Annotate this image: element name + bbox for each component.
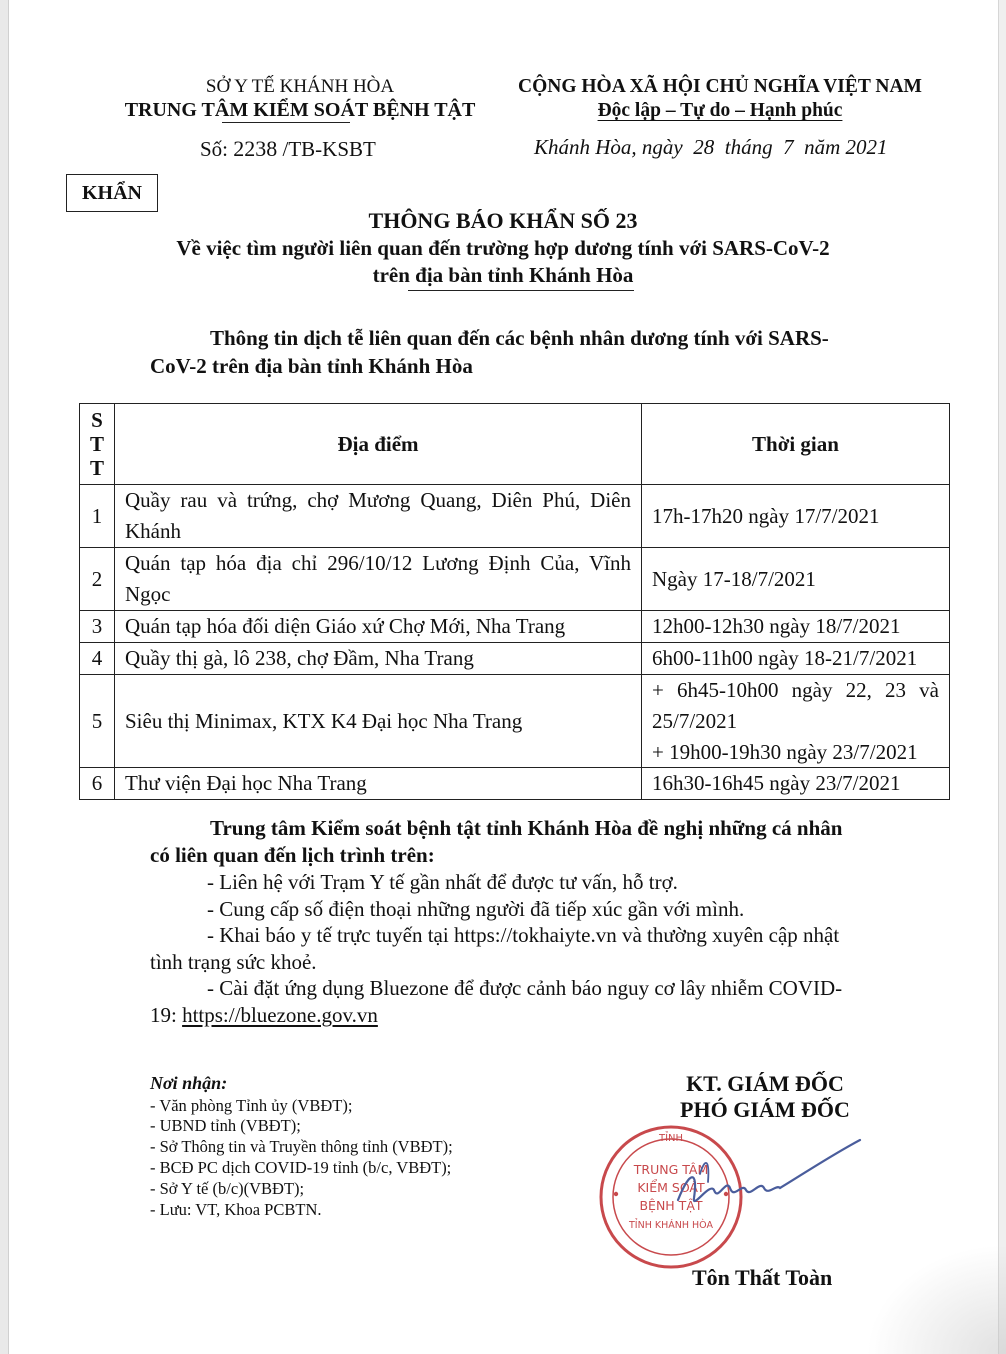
org-name: TRUNG TÂM KIỂM SOÁT BỆNH TẬT bbox=[124, 99, 476, 121]
motto: Độc lập – Tự do – Hạnh phúc bbox=[597, 100, 843, 121]
signer-title-2: PHÓ GIÁM ĐỐC bbox=[680, 1097, 850, 1122]
recipient-item: - Văn phòng Tỉnh ủy (VBĐT); bbox=[150, 1096, 353, 1115]
row-stt: 1 bbox=[80, 485, 115, 548]
row-stt: 4 bbox=[80, 643, 115, 675]
page-edge-right bbox=[998, 0, 1006, 1354]
row-place: Quầy rau và trứng, chợ Mương Quang, Diên Phú, Diên Khánh bbox=[115, 485, 642, 548]
stamp-line-1: TRUNG TÂM bbox=[633, 1162, 709, 1177]
request-item-declare[interactable]: - Khai báo y tế trực tuyến tại https://tokhaiyte.vn và thường xuyên cập nhật bbox=[207, 923, 840, 947]
recipient-item: - BCĐ PC dịch COVID-19 tỉnh (b/c, VBĐT); bbox=[150, 1158, 452, 1177]
row-time: 12h00-12h30 ngày 18/7/2021 bbox=[642, 611, 950, 643]
page-corner-shadow bbox=[866, 1244, 1006, 1354]
signer-title-1: KT. GIÁM ĐỐC bbox=[686, 1071, 844, 1096]
request-line-1: Trung tâm Kiểm soát bệnh tật tỉnh Khánh Hòa đề nghị những cá nhân bbox=[210, 816, 843, 840]
row-stt: 6 bbox=[80, 768, 115, 800]
intro-line-2: CoV-2 trên địa bàn tỉnh Khánh Hòa bbox=[150, 354, 473, 378]
row-stt: 5 bbox=[80, 675, 115, 768]
page-edge-left bbox=[0, 0, 9, 1354]
request-item-bluezone-cont: 19: https://bluezone.gov.vn bbox=[150, 1003, 378, 1027]
notice-subject: Về việc tìm người liên quan đến trường hợp dương tính với SARS-CoV-2 bbox=[176, 236, 830, 260]
org-underline bbox=[222, 122, 350, 123]
doc-number: Số: 2238 /TB-KSBT bbox=[200, 136, 376, 161]
bluezone-link[interactable]: https://bluezone.gov.vn bbox=[182, 1003, 378, 1027]
row-place: Quán tạp hóa đối diện Giáo xứ Chợ Mới, Nha Trang bbox=[115, 611, 642, 643]
row-time: + 6h45-10h00 ngày 22, 23 và 25/7/2021 + 19h00-19h30 ngày 23/7/2021 bbox=[642, 675, 950, 768]
handwritten-signature-icon bbox=[670, 1130, 870, 1230]
table-row bbox=[80, 675, 950, 768]
table-row bbox=[80, 485, 950, 548]
row-place: Quán tạp hóa địa chỉ 296/10/12 Lương Định Của, Vĩnh Ngọc bbox=[115, 548, 642, 611]
nation-name: CỘNG HÒA XÃ HỘI CHỦ NGHĨA VIỆT NAM bbox=[518, 76, 922, 97]
row-place: Thư viện Đại học Nha Trang bbox=[115, 768, 642, 800]
table-header-row bbox=[80, 404, 950, 485]
stamp-line-3: BỆNH TẬT bbox=[639, 1198, 703, 1213]
table-row bbox=[80, 768, 950, 800]
request-line-2: có liên quan đến lịch trình trên: bbox=[150, 843, 435, 867]
request-item-bluezone: - Cài đặt ứng dụng Bluezone để được cảnh báo nguy cơ lây nhiễm COVID- bbox=[207, 976, 843, 1000]
row-time: 17h-17h20 ngày 17/7/2021 bbox=[642, 485, 950, 548]
row-place: Quầy thị gà, lô 238, chợ Đầm, Nha Trang bbox=[115, 643, 642, 675]
header-time: Thời gian bbox=[642, 404, 950, 485]
recipient-item: - UBND tỉnh (VBĐT); bbox=[150, 1116, 301, 1135]
notice-subject-2: trên địa bàn tỉnh Khánh Hòa bbox=[372, 263, 634, 287]
recipients-label: Nơi nhận: bbox=[150, 1073, 228, 1093]
request-item-declare-cont: tình trạng sức khoẻ. bbox=[150, 950, 317, 974]
notice-title: THÔNG BÁO KHẨN SỐ 23 bbox=[368, 208, 638, 233]
location-table bbox=[79, 403, 950, 800]
table-row bbox=[80, 611, 950, 643]
row-stt: 3 bbox=[80, 611, 115, 643]
intro-line-1: Thông tin dịch tễ liên quan đến các bệnh nhân dương tính với SARS- bbox=[210, 326, 829, 350]
signer-name: Tôn Thất Toàn bbox=[692, 1265, 833, 1290]
recipient-item: - Sở Thông tin và Truyền thông tỉnh (VBĐT); bbox=[150, 1137, 453, 1156]
request-item-contact: - Liên hệ với Trạm Y tế gần nhất để được tư vấn, hỗ trợ. bbox=[207, 870, 678, 894]
row-stt: 2 bbox=[80, 548, 115, 611]
title-underline bbox=[408, 290, 634, 291]
row-time: 16h30-16h45 ngày 23/7/2021 bbox=[642, 768, 950, 800]
row-time: Ngày 17-18/7/2021 bbox=[642, 548, 950, 611]
recipient-item: - Sở Y tế (b/c)(VBĐT); bbox=[150, 1179, 305, 1198]
request-item-phone: - Cung cấp số điện thoại những người đã tiếp xúc gần với mình. bbox=[207, 897, 745, 921]
header-stt: S T T bbox=[80, 404, 115, 485]
org-parent: SỞ Y TẾ KHÁNH HÒA bbox=[205, 76, 395, 97]
urgent-badge: KHẨN bbox=[66, 174, 158, 212]
date-line: Khánh Hòa, ngày 28 tháng 7 năm 2021 bbox=[534, 135, 888, 159]
row-place: Siêu thị Minimax, KTX K4 Đại học Nha Trang bbox=[115, 675, 642, 768]
stamp-top-text: TỈNH bbox=[658, 1133, 684, 1144]
stamp-line-4: TỈNH KHÁNH HÒA bbox=[629, 1220, 713, 1231]
recipient-item: - Lưu: VT, Khoa PCBTN. bbox=[150, 1200, 322, 1219]
header-place: Địa điểm bbox=[115, 404, 642, 485]
table-row bbox=[80, 548, 950, 611]
row-time: 6h00-11h00 ngày 18-21/7/2021 bbox=[642, 643, 950, 675]
table-row bbox=[80, 643, 950, 675]
stamp-line-2: KIỂM SOÁT bbox=[637, 1180, 705, 1195]
